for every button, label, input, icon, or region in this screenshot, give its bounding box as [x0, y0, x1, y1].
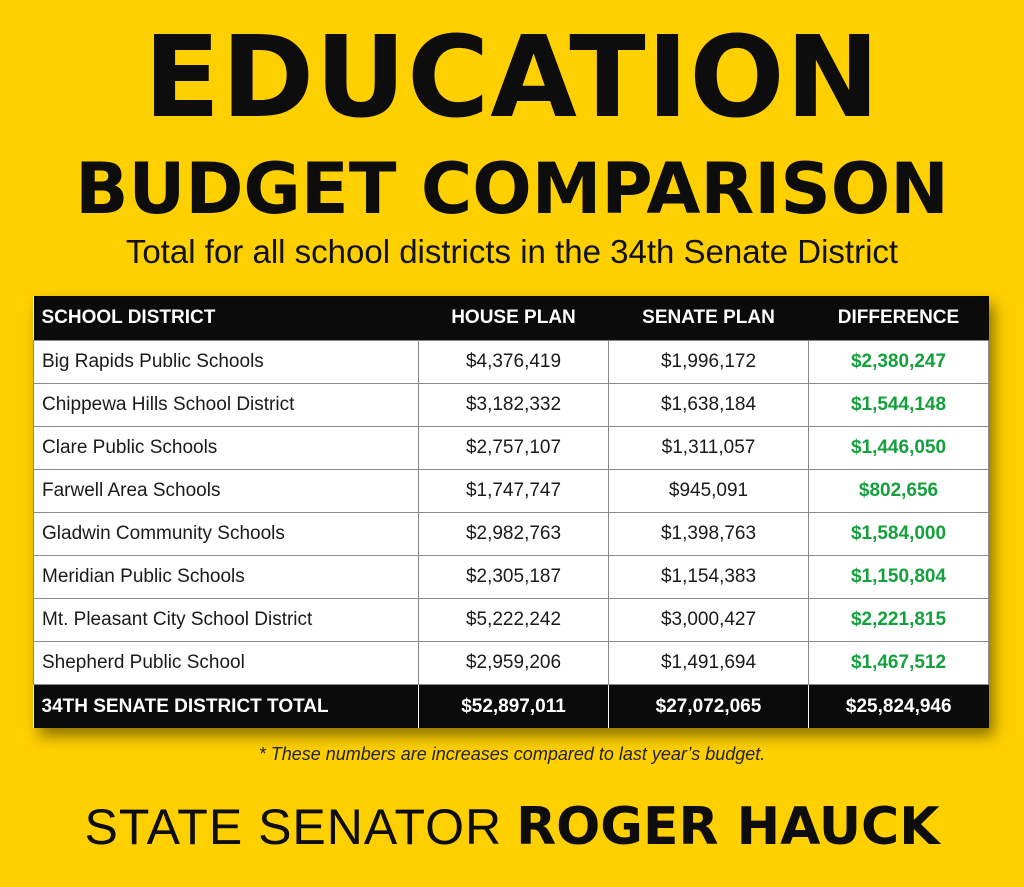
header-school-district: SCHOOL DISTRICT [34, 296, 419, 341]
district-name: Chippewa Hills School District [34, 384, 419, 427]
senate-plan-value: $945,091 [609, 470, 809, 513]
district-name: Mt. Pleasant City School District [34, 599, 419, 642]
title-line-1: EDUCATION [143, 13, 881, 143]
table-row [34, 427, 989, 470]
header-senate-plan: SENATE PLAN [609, 296, 809, 341]
difference-value: $802,656 [809, 470, 989, 513]
senate-plan-value: $1,491,694 [609, 642, 809, 685]
signature-name: ROGER HAUCK [516, 797, 940, 857]
senate-plan-value: $1,398,763 [609, 513, 809, 556]
difference-value: $2,221,815 [809, 599, 989, 642]
house-plan-value: $5,222,242 [419, 599, 609, 642]
district-name: Shepherd Public School [34, 642, 419, 685]
footnote: * These numbers are increases compared to last year’s budget. [258, 744, 766, 764]
budget-table-container [33, 296, 988, 728]
header-difference: DIFFERENCE [809, 296, 989, 341]
house-plan-value: $2,305,187 [419, 556, 609, 599]
title-line-2: BUDGET COMPARISON [75, 148, 949, 230]
difference-value: $1,544,148 [809, 384, 989, 427]
district-name: Gladwin Community Schools [34, 513, 419, 556]
subtitle: Total for all school districts in the 34th Senate District [125, 233, 899, 270]
house-plan-value: $2,757,107 [419, 427, 609, 470]
table-row [34, 470, 989, 513]
signature [0, 792, 1024, 862]
senate-plan-value: $1,311,057 [609, 427, 809, 470]
table-row [34, 513, 989, 556]
total-row [34, 685, 989, 729]
signature-prefix: STATE SENATOR [84, 799, 503, 855]
district-name: Meridian Public Schools [34, 556, 419, 599]
header-house-plan: HOUSE PLAN [419, 296, 609, 341]
difference-value: $1,467,512 [809, 642, 989, 685]
difference-value: $2,380,247 [809, 341, 989, 384]
table-row [34, 556, 989, 599]
table-row [34, 341, 989, 384]
table-header-row [34, 296, 989, 341]
difference-value: $1,446,050 [809, 427, 989, 470]
senate-plan-value: $1,154,383 [609, 556, 809, 599]
difference-value: $1,150,804 [809, 556, 989, 599]
house-plan-value: $2,982,763 [419, 513, 609, 556]
district-name: Big Rapids Public Schools [34, 341, 419, 384]
district-name: Clare Public Schools [34, 427, 419, 470]
senate-plan-value: $3,000,427 [609, 599, 809, 642]
district-name: Farwell Area Schools [34, 470, 419, 513]
difference-value: $1,584,000 [809, 513, 989, 556]
table-row [34, 384, 989, 427]
senate-plan-value: $1,996,172 [609, 341, 809, 384]
senate-plan-value: $1,638,184 [609, 384, 809, 427]
budget-table [33, 296, 989, 728]
table-row [34, 642, 989, 685]
table-row [34, 599, 989, 642]
house-plan-value: $4,376,419 [419, 341, 609, 384]
total-difference: $25,824,946 [809, 685, 989, 729]
total-house-plan: $52,897,011 [419, 685, 609, 729]
total-label: 34TH SENATE DISTRICT TOTAL [34, 685, 419, 729]
house-plan-value: $1,747,747 [419, 470, 609, 513]
house-plan-value: $2,959,206 [419, 642, 609, 685]
house-plan-value: $3,182,332 [419, 384, 609, 427]
total-senate-plan: $27,072,065 [609, 685, 809, 729]
